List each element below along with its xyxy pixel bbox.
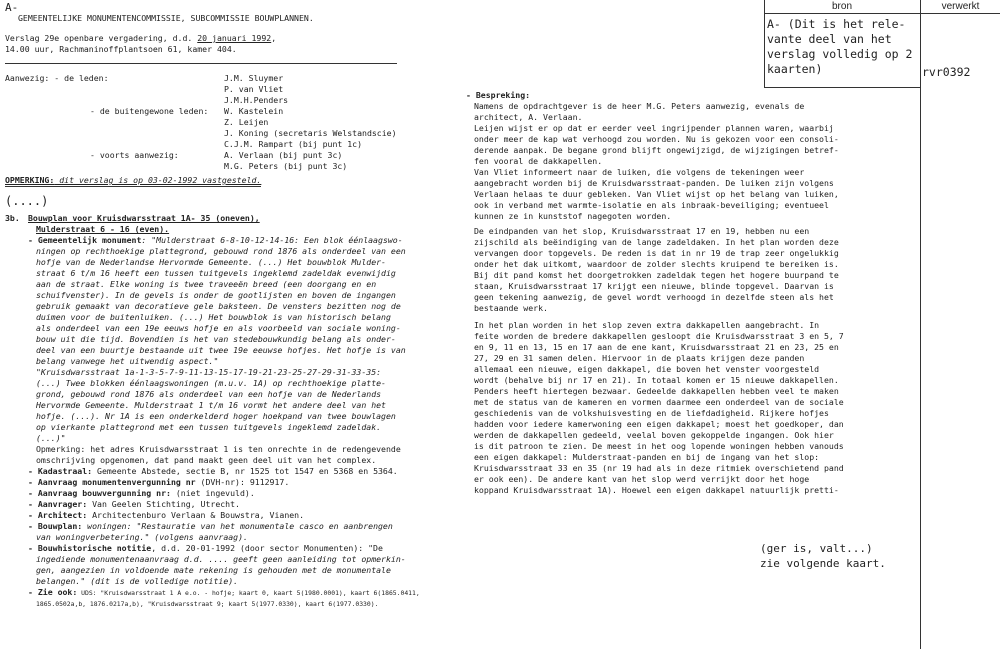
item-title-1: Bouwplan voor Kruisdwarsstraat 1A- 35 (oneven), [28, 213, 260, 223]
column-header-verwerkt: verwerkt [941, 1, 980, 12]
sidebar-box-bottom [764, 87, 920, 88]
sidebar-middle-rule [920, 0, 921, 649]
remark: OPMERKING: dit verslag is op 03-02-1992 vastgesteld. [5, 175, 262, 185]
field-architect: - Architect: Architectenburo Verlaan & Bouwstra, Vianen. [28, 510, 305, 520]
sidebar-header-rule [764, 13, 1000, 14]
item-title-2: Mulderstraat 6 - 16 (even). [36, 224, 170, 234]
corner-mark: A- [5, 1, 19, 14]
members-list: J.M. Sluymer P. van Vliet J.M.H.Penders [224, 73, 289, 105]
column-header-bron: bron [831, 1, 852, 12]
meeting-line-1: Verslag 29e openbare vergadering, d.d. 20 januari 1992, [5, 33, 277, 43]
discussion-paragraph-3: In het plan worden in het slop zeven extra dakkapellen aangebracht. In feite worden de bredere dakkapellen gesloopt die Kruisdwarsstraat 3 en 5, 7 en 9, 11 en 13, 15 en 17 aan de ene kant, Kruisdwarsstraat 21 en 23, 25 en 27, 29 en 31 samen delen. Hiervoor in de plaats krijgen deze panden allemaal een nieuwe, eigen dakkapel, die boven het venster voorgesteld wordt (behalve bij nr 17 en 21). In totaal komen er 15 nieuwe dakkapellen. Penders heeft hiertegen bezwaar. Gedeelde dakkapellen hebben veel te maken met de status van de kameren en vormen daarmee een onderdeel van de sociale geschiedenis van de volkshuisvesting en de liefdadigheid. Rijkere hofjes hadden voor iedere kamerwoning een eigen dakkapel; moest het goedkoper, dan werden de dakkapellen gedeeld, veelal boven gekoppelde ingangen. Ook hier is dit patroon te zien. De meest in het oog lopende woningen hebben vanouds een eigen dakkapel: Mulderstraat-panden en bij de ingang van het slop: Kruisdwarsstraat 33 en 35 (nr 19 had als in deze ritmiek overschietend pand er ook een). De andere kant van het slop werd verrijkt door het hoge koppand Kruisdwarsstraat 1A). Hoewel een eigen dakkapel natuurlijk pretti- [474, 320, 844, 495]
item-fields: - Kadastraal: Gemeente Abstede, sectie B, nr 1525 tot 1547 en 5368 en 5364. - Aanvraag monumentenvergunning nr (DVH-nr): 9112917. - Aanvraag bouwvergunning nr: (niet ingevuld). - Aanvrager: Van Geelen Stichting, Utrecht. - Architect: Architectenburo Verlaan & Bouwstra, Vianen. - Bouwplan: woningen: "Restauratie van het monumentale casco en aanbrengen van woningverbetering." (volgens aanvraag). - Bouwhistorische notitie, d.d. 20-01-1992 (door sector Monumenten): "De ingediende monumentenaanvraag d.d. .... geeft geen aanleiding tot opmerkin- gen, aangezien in voldoende mate rekening is gehouden met de monumentale belangen." (dit is de volledige notitie). - Zie ook: UDS: "Kruisdwarsstraat 1 A e.o. - hofje; kaart 0, kaart 5(1980.0001), kaart 6(1865.0411, 1865.0502a,b, 1876.0217a,b), "Kruisdwarsstraat 9; kaart 5(1977.0330), kaart 6(1977.0330). [28, 466, 458, 610]
field-monument-permit: - Aanvraag monumentenvergunning nr (DVH-nr): 9112917. [28, 477, 290, 487]
field-building-permit: - Aanvraag bouwvergunning nr: (niet ingevuld). [28, 488, 255, 498]
field-see-also: - Zie ook: UDS: "Kruisdwarsstraat 1 A e.o. - hofje; kaart 0, kaart 5(1980.0001), kaart 6(1865.0411, [28, 587, 420, 597]
field-plan: - Bouwplan: woningen: "Restauratie van het monumentale casco en aanbrengen [28, 521, 393, 531]
archive-code: rvr0392 [922, 65, 971, 79]
also-present-list: A. Verlaan (bij punt 3c) M.G. Peters (bij punt 3c) [224, 150, 348, 171]
extra-members-label: - de buitengewone leden: [90, 106, 209, 116]
discussion-paragraph-2: De eindpanden van het slop, Kruisdwarsstraat 17 en 19, hebben nu een zijschild als beëindiging van de lange zadeldaken. In het plan worden deze vervangen door topgevels. De reden is dat in nr 19 de trap zeer ongelukkig onder het dak uitkomt, waardoor de zolder slechts kruipend te bereiken is. Bij dit pand komst het doorgetrokken zadeldak tegen het hogere buurpand te staan, Kruisdwarsstraat 17 krijgt een nieuwe, blinde topgevel. Daarvan is geen tekening aanwezig, de gevel wordt verhoogd in dezelfde steen als het bestaande werk. [474, 226, 839, 313]
organization-title: GEMEENTELIJKE MONUMENTENCOMMISSIE, SUBCOMMISSIE BOUWPLANNEN. [18, 13, 314, 23]
continuation-note-1: (ger is, valt...) [760, 542, 873, 555]
continuation-note-2: zie volgende kaart. [760, 557, 886, 570]
meeting-line-2: 14.00 uur, Rachmaninoffplantsoen 61, kamer 404. [5, 44, 237, 54]
meeting-date: 20 januari 1992 [197, 33, 272, 43]
divider [5, 63, 397, 64]
field-applicant: - Aanvrager: Van Geelen Stichting, Utrecht. [28, 499, 240, 509]
ellipsis: (....) [5, 194, 49, 208]
source-note: A- (Dit is het rele- vante deel van het verslag volledig op 2 kaarten) [767, 17, 913, 76]
field-kadastraal: - Kadastraal: Gemeente Abstede, sectie B, nr 1525 tot 1547 en 5368 en 5364. [28, 466, 398, 476]
present-label: Aanwezig: - de leden: [5, 73, 109, 83]
field-building-history: - Bouwhistorische notitie, d.d. 20-01-1992 (door sector Monumenten): "De [28, 543, 383, 553]
also-present-label: - voorts aanwezig: [90, 150, 179, 160]
item-number: 3b. [5, 213, 20, 223]
discussion-paragraph-1: Namens de opdrachtgever is de heer M.G. Peters aanwezig, evenals de architect, A. Verlaan. Leijen wijst er op dat er eerder veel ingrijpender plannen waren, waarbij onder meer de kap wat verhoogd zou worden. Nu is gekozen voor een consoli- derende aanpak. De begane grond blijft ongewijzigd, de wijzigingen betref- fen vooral de dakkapellen. Van Vliet informeert naar de luiken, die volgens de tekeningen weer aangebracht worden bij de Kruisdwarsstraat-panden. De luiken zijn volgens Verlaan helaas te duur gebleken. Van Vliet wijst op het belang van luiken, ook in verband met warmte-isolatie en als inbraak-beveiliging; eventueel kunnen ze in kunststof nagegoten worden. [474, 101, 839, 221]
desc-line: - Gemeentelijk monument: "Mulderstraat 6-8-10-12-14-16: Een blok éénlaagswo- [28, 235, 403, 245]
extra-members-list: W. Kastelein Z. Leijen J. Koning (secretaris Welstandscie) C.J.M. Rampart (bij punt 1c) [224, 106, 397, 149]
monument-description: - Gemeentelijk monument: "Mulderstraat 6-8-10-12-14-16: Een blok éénlaagswo- ningen op rechthoekige plattegrond, gebouwd rond 1876 als onderdeel van een hofje van de Nederlandse Hervormde Gemeente. (...) Het bouwblok Mulder- straat 6 t/m 16 heeft een tussen tuitgevels ingeklemd zadeldak evenwijdig aan de straat. Elke woning is twee traveeën breed (een doorgang en en schuifvenster). In de gevels is onder de gootlijsten en boven de ingangen gebruik gemaakt van decoratieve gele baksteen. De vensters bezitten nog de duimen voor de buitenluiken. (...) Het bouwblok is van historisch belang als onderdeel van een 19e eeuws hofje en als voorbeeld van sociale woning- bouw uit die tijd. Bovendien is het van stedebouwkundig belang als onder- deel van een buurtje bestaande uit twee 19e eeuwse hofjes. Het hofje is van belang vanwege het uitwendig aspect." "Kruisdwarsstraat 1a-1-3-5-7-9-11-13-15-17-19-21-23-25-27-29-31-33-35: (...) Twee blokken éénlaagswoningen (m.u.v. 1A) op rechthoekige platte- grond, gebouwd rond 1876 als onderdeel van een hofje van de Nederlands Hervormde Gemeente. Mulderstraat 1 t/m 16 vormt het andere deel van het hofje. (...). Nr 1A is een onderkelderd hoger hoekpand van twee bouwlagen op vierkante plattegrond met een tussen tuitgevels ingeklemd zadeldak. (...)" Opmerking: het adres Kruisdwarsstraat 1 is ten onrechte in de redengevende omschrijving opgenomen, dat pand maakt geen deel uit van het complex. [28, 235, 458, 466]
discussion-heading: - Bespreking: [466, 90, 531, 100]
